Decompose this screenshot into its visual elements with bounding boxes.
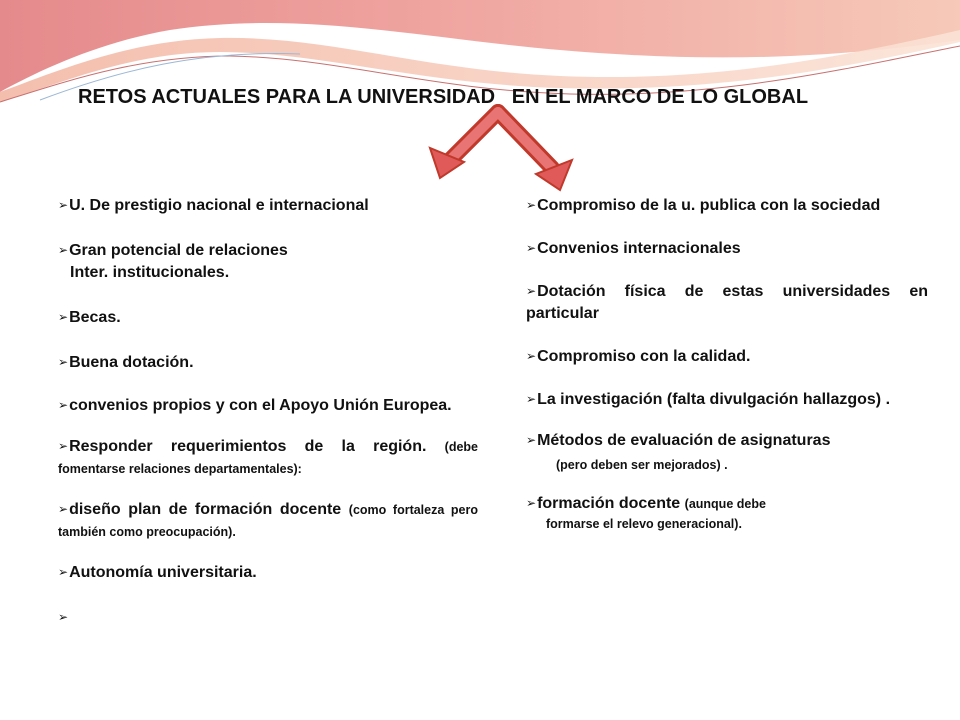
left-item-7: ➢diseño plan de formación docente (como fortaleza pero también como preocupación). xyxy=(58,501,479,539)
left-item-5: ➢convenios propios y con el Apoyo Unión Europea. xyxy=(58,397,452,414)
right-item-7-note: formarse el relevo generacional). xyxy=(546,517,742,531)
left-item-6: ➢Responder requerimientos de la región. (debe fomentarse relaciones departamentales): xyxy=(58,438,478,476)
bullet-arrow-icon: ➢ xyxy=(526,392,537,406)
bullet-arrow-icon: ➢ xyxy=(526,284,537,298)
left-item-4: ➢Buena dotación. xyxy=(58,354,194,371)
page-title: RETOS ACTUALES PARA LA UNIVERSIDAD EN EL MARCO DE LO GLOBAL xyxy=(78,86,809,108)
bullet-arrow-icon: ➢ xyxy=(58,565,69,579)
left-item-2: ➢Gran potencial de relaciones xyxy=(58,242,288,259)
bullet-arrow-icon: ➢ xyxy=(526,349,537,363)
left-item-1: ➢U. De prestigio nacional e internacional xyxy=(58,197,369,214)
right-item-1: ➢Compromiso de la u. publica con la sociedad xyxy=(526,197,881,214)
left-item-3: ➢Becas. xyxy=(58,309,121,326)
right-column xyxy=(526,194,928,533)
right-item-3: ➢Dotación física de estas universidades en particular xyxy=(526,283,928,322)
bullet-arrow-icon: ➢ xyxy=(58,439,69,453)
left-column xyxy=(58,194,478,629)
split-arrows xyxy=(0,0,960,200)
bullet-arrow-icon: ➢ xyxy=(58,243,69,257)
right-item-5: ➢La investigación (falta divulgación hallazgos) . xyxy=(526,391,891,408)
bullet-arrow-icon: ➢ xyxy=(58,398,69,412)
right-item-4: ➢Compromiso con la calidad. xyxy=(526,348,751,365)
bullet-arrow-icon: ➢ xyxy=(58,310,69,324)
bullet-arrow-icon: ➢ xyxy=(58,198,69,212)
bullet-arrow-icon: ➢ xyxy=(58,610,69,624)
bullet-arrow-icon: ➢ xyxy=(526,496,537,510)
left-item-2-cont: Inter. institucionales. xyxy=(70,264,230,281)
right-item-7: ➢formación docente (aunque debe xyxy=(526,495,766,512)
right-item-6-note: (pero deben ser mejorados) . xyxy=(556,458,728,472)
bullet-arrow-icon: ➢ xyxy=(526,241,537,255)
bullet-arrow-icon: ➢ xyxy=(526,433,537,447)
left-item-8: ➢Autonomía universitaria. xyxy=(58,564,257,581)
right-item-6: ➢Métodos de evaluación de asignaturas xyxy=(526,432,831,449)
right-item-2: ➢Convenios internacionales xyxy=(526,240,741,257)
bullet-arrow-icon: ➢ xyxy=(526,198,537,212)
bullet-arrow-icon: ➢ xyxy=(58,502,69,516)
bullet-arrow-icon: ➢ xyxy=(58,355,69,369)
left-item-9-empty xyxy=(58,606,478,629)
